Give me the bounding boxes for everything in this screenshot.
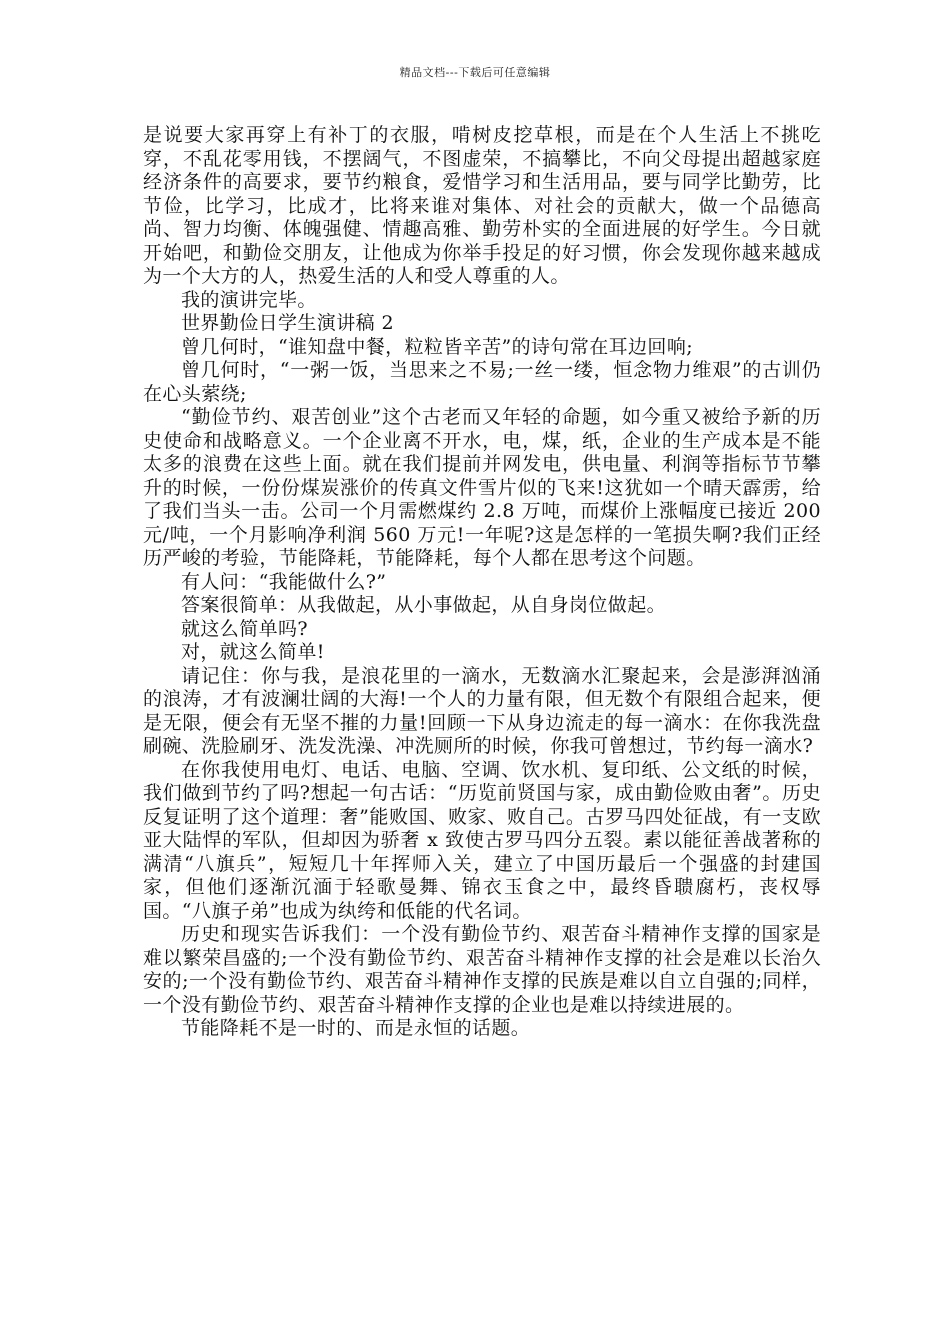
section-title: 世界勤俭日学生演讲稿 2 — [181, 312, 394, 334]
paragraph: 请记住：你与我，是浪花里的一滴水，无数滴水汇聚起来，会是澎湃汹涌的浪涛，才有波澜壮阔的大海!一个人的力量有限，但无数个有限组合起来，便是无限，便会有无坚不摧的力量!回顾一下从身边流走的每一滴水：在你我洗盘刷碗、洗脸刷牙、洗发洗澡、冲洗厕所的时候，你我可曾想过，节约每一滴水? — [143, 664, 821, 757]
document-body — [143, 124, 821, 1041]
paragraph: 有人问：“我能做什么?” — [181, 570, 387, 593]
paragraph: 答案很简单：从我做起，从小事做起，从自身岗位做起。 — [181, 594, 667, 616]
paragraph: 在你我使用电灯、电话、电脑、空调、饮水机、复印纸、公文纸的时候，我们做到节约了吗?想起一句古话：“历览前贤国与家，成由勤俭败由奢”。历史反复证明了这个道理：奢”能败国、败家、败自己。古罗马四处征战，有一支欧亚大陆悍的军队，但却因为骄奢 x 致使古罗马四分五裂。素以能征善战著称的满清“八旗兵”，短短几十年挥师入关，建立了中国历最后一个强盛的封建国家，但他们逐渐沉湎于轻歌曼舞、锦衣玉食之中，最终昏聩腐朽，丧权辱国。“八旗子弟”也成为纨绔和低能的代名词。 — [143, 758, 821, 922]
paragraph: “勤俭节约、艰苦创业”这个古老而又年轻的命题，如今重又被给予新的历史使命和战略意义。一个企业离不开水，电，煤，纸，企业的生产成本是不能太多的浪费在这些上面。就在我们提前并网发电，供电量、利润等指标节节攀升的时候，一份份煤炭涨价的传真文件雪片似的飞来!这犹如一个晴天霹雳，给了我们当头一击。公司一个月需燃煤约 2.8 万吨，而煤价上涨幅度已接近 200 元/吨，一个月影响净利润 560 万元!一年呢?这是怎样的一笔损失啊?我们正经历严峻的考验，节能降耗，节能降耗，每个人都在思考这个问题。 — [143, 406, 821, 569]
paragraph: 我的演讲完毕。 — [181, 288, 317, 311]
paragraph: 历史和现实告诉我们：一个没有勤俭节约、艰苦奋斗精神作支撑的国家是难以繁荣昌盛的;一个没有勤俭节约、艰苦奋斗精神作支撑的社会是难以长治久安的;一个没有勤俭节约、艰苦奋斗精神作支撑的民族是难以自立自强的;同样，一个没有勤俭节约、艰苦奋斗精神作支撑的企业也是难以持续进展的。 — [143, 923, 821, 1016]
paragraph: 曾几何时，“谁知盘中餐，粒粒皆辛苦”的诗句常在耳边回响; — [181, 335, 694, 358]
paragraph: 就这么简单吗? — [181, 617, 308, 640]
page-header: 精品文档---下载后可任意编辑 — [399, 66, 551, 79]
paragraph: 是说要大家再穿上有补丁的衣服，啃树皮挖草根，而是在个人生活上不挑吃穿，不乱花零用钱，不摆阔气，不图虚荣，不搞攀比，不向父母提出超越家庭经济条件的高要求，要节约粮食，爱惜学习和生活用品，要与同学比勤劳，比节俭，比学习，比成才，比将来谁对集体、对社会的贡献大，做一个品德高尚、智力均衡、体魄强健、情趣高雅、勤劳朴实的全面进展的好学生。今日就开始吧，和勤俭交朋友，让他成为你举手投足的好习惯，你会发现你越来越成为一个大方的人，热爱生活的人和受人尊重的人。 — [143, 124, 821, 287]
paragraph: 对，就这么简单! — [181, 641, 325, 663]
paragraph: 曾几何时，“一粥一饭，当思来之不易;一丝一缕，恒念物力维艰”的古训仍在心头萦绕; — [143, 359, 821, 405]
paragraph: 节能降耗不是一时的、而是永恒的话题。 — [181, 1017, 531, 1039]
